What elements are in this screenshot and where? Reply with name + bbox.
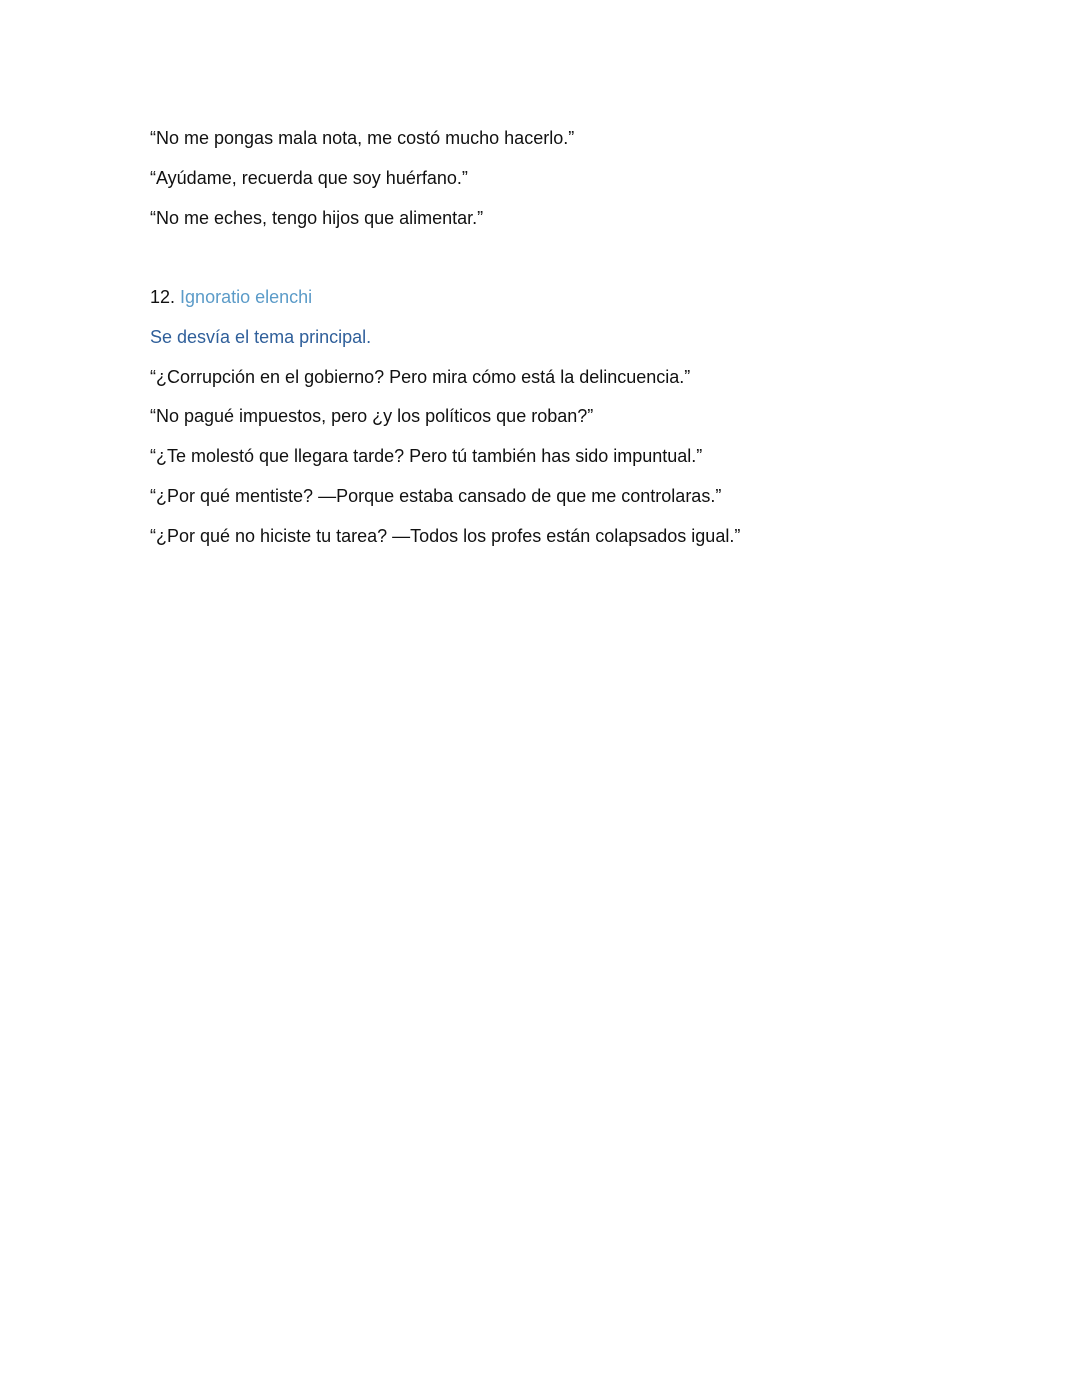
section-definition: Se desvía el tema principal.: [150, 327, 372, 347]
section-number: 12.: [150, 287, 176, 307]
example-text: “No me eches, tengo hijos que alimentar.”: [150, 208, 484, 228]
example-text: “No me pongas mala nota, me costó mucho hacerlo.”: [150, 128, 575, 148]
example-text: “¿Por qué mentiste? —Porque estaba cansado de que me controlaras.”: [150, 486, 722, 506]
example-text: “Ayúdame, recuerda que soy huérfano.”: [150, 168, 468, 188]
example-text: “¿Corrupción en el gobierno? Pero mira cómo está la delincuencia.”: [150, 367, 691, 387]
example-text: “No pagué impuestos, pero ¿y los políticos que roban?”: [150, 406, 594, 426]
example-text: “¿Te molestó que llegara tarde? Pero tú también has sido impuntual.”: [150, 446, 703, 466]
section-title: Ignoratio elenchi: [180, 287, 313, 307]
example-text: “¿Por qué no hiciste tu tarea? —Todos los profes están colapsados igual.”: [150, 526, 741, 546]
section-heading: [150, 285, 312, 309]
